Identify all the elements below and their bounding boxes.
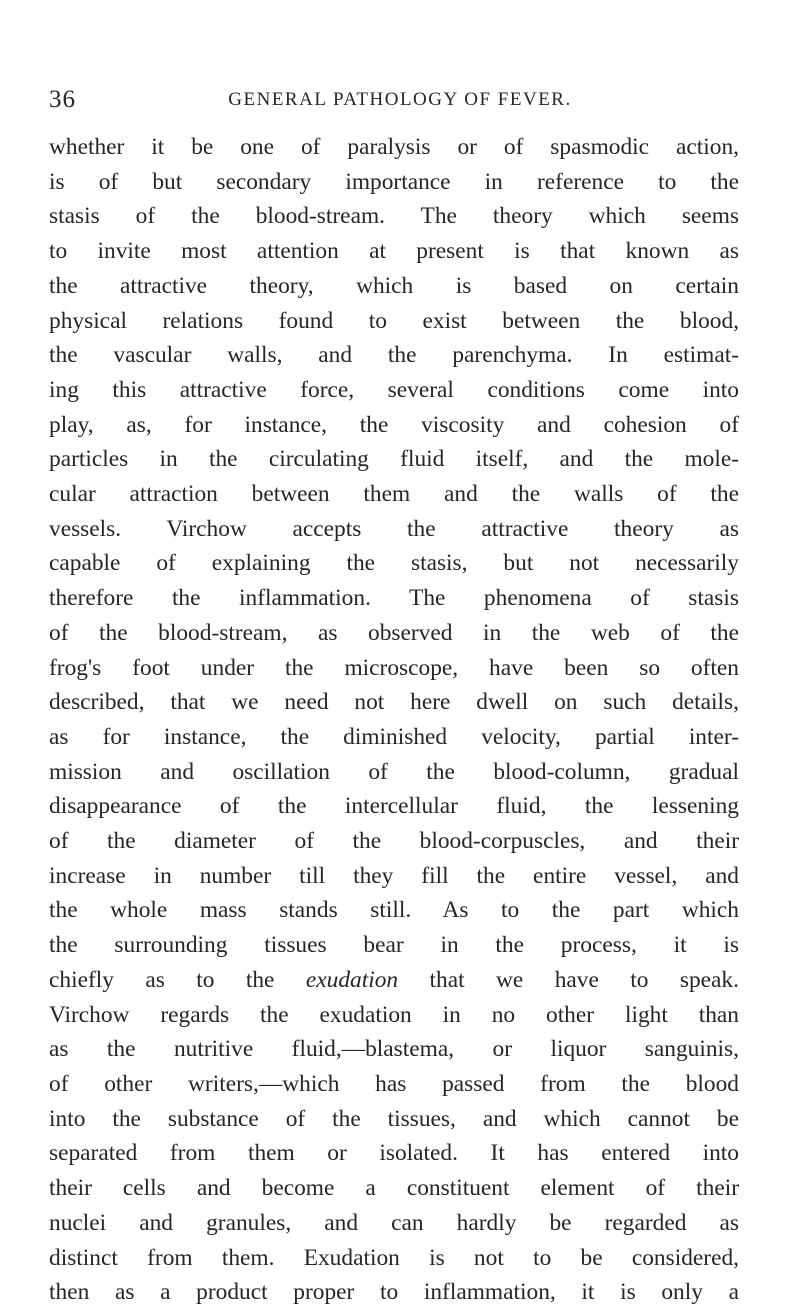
text-line: separated from them or isolated. It has entered into (49, 1140, 739, 1167)
page-header (49, 86, 739, 126)
text-line: of the blood-stream, as observed in the web of the (49, 619, 739, 646)
text-line: distinct from them. Exudation is not to be considered, (49, 1244, 739, 1271)
text-line: increase in number till they fill the entire vessel, and (49, 862, 739, 889)
text-line: ing this attractive force, several conditions come into (49, 376, 739, 403)
text-line: the vascular walls, and the parenchyma. In estimat- (49, 342, 739, 369)
text-line: vessels. Virchow accepts the attractive theory as (49, 515, 739, 542)
text-line: physical relations found to exist between the blood, (49, 307, 739, 334)
text-line: Virchow regards the exudation in no other light than (49, 1001, 739, 1028)
text-line: to invite most attention at present is that known as (49, 238, 739, 265)
text-fragment: chiefly as to the (49, 966, 275, 993)
text-line: capable of explaining the stasis, but not necessarily (49, 550, 739, 577)
text-line: of other writers,—which has passed from the blood (49, 1070, 739, 1097)
text-line: mission and oscillation of the blood-column, gradual (49, 758, 739, 785)
text-line: as the nutritive fluid,—blastema, or liquor sanguinis, (49, 1036, 739, 1063)
text-line: the whole mass stands still. As to the part which (49, 897, 739, 924)
text-line: is of but secondary importance in reference to the (49, 168, 739, 195)
text-line: stasis of the blood-stream. The theory which seems (49, 203, 739, 230)
text-line: particles in the circulating fluid itself, and the mole- (49, 446, 739, 473)
text-line: frog's foot under the microscope, have been so often (49, 654, 739, 681)
italic-term: exudation (305, 966, 399, 993)
text-line-with-italic (49, 963, 739, 998)
text-line: then as a product proper to inflammation, it is only a (49, 1279, 739, 1306)
text-line: cular attraction between them and the walls of the (49, 481, 739, 508)
text-line: of the diameter of the blood-corpuscles, and their (49, 828, 739, 855)
text-line: therefore the inflammation. The phenomena of stasis (49, 585, 739, 612)
text-line: whether it be one of paralysis or of spasmodic action, (49, 134, 739, 160)
text-line: nuclei and granules, and can hardly be regarded as (49, 1209, 739, 1236)
body-paragraph (49, 130, 739, 1310)
text-line: their cells and become a constituent element of their (49, 1175, 739, 1202)
text-fragment: that we have to speak. (429, 966, 739, 993)
text-line: the attractive theory, which is based on certain (49, 272, 739, 299)
running-head: GENERAL PATHOLOGY OF FEVER. (228, 89, 572, 110)
text-line: described, that we need not here dwell on such details, (49, 689, 739, 716)
page-number: 36 (49, 86, 76, 113)
text-line: the surrounding tissues bear in the process, it is (49, 932, 739, 959)
text-line: play, as, for instance, the viscosity and cohesion of (49, 411, 739, 438)
text-line: as for instance, the diminished velocity, partial inter- (49, 723, 739, 750)
text-line: into the substance of the tissues, and which cannot be (49, 1105, 739, 1132)
text-line: disappearance of the intercellular fluid, the lessening (49, 793, 739, 820)
